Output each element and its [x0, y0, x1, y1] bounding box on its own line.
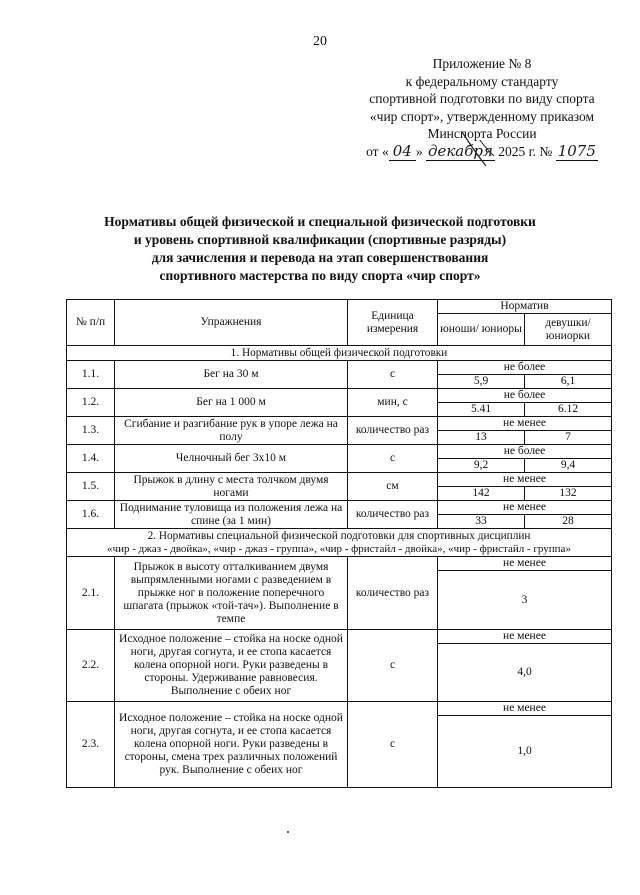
row-unit: количество раз	[348, 417, 438, 445]
row-exercise: Поднимание туловища из положения лежа на спине (за 1 мин)	[115, 501, 348, 529]
value-girls: 132	[525, 487, 612, 501]
value-all: 1,0	[438, 716, 612, 788]
row-num: 2.2.	[67, 630, 115, 702]
row-condition: не менее	[438, 630, 612, 644]
table-row	[67, 417, 612, 431]
date-prefix: от «	[366, 143, 389, 159]
row-exercise: Прыжок в высоту отталкиванием двумя выпрямленными ногами с разведением в прыжке ног в положение поперечного шпагата (прыжок «той-тач»). Выполнение в темпе	[115, 557, 348, 630]
title-line: для зачисления и перевода на этап совершенствования	[151, 250, 489, 265]
row-condition: не менее	[438, 417, 612, 431]
value-all: 4,0	[438, 644, 612, 702]
table-row	[67, 501, 612, 515]
header-num: № п/п	[67, 300, 115, 346]
date-day: 04	[389, 142, 416, 161]
section-title	[67, 529, 612, 557]
row-unit: с	[348, 445, 438, 473]
row-num: 1.3.	[67, 417, 115, 445]
row-exercise: Сгибание и разгибание рук в упоре лежа на полу	[115, 417, 348, 445]
date-month: декабря	[427, 141, 493, 160]
row-condition: не более	[438, 445, 612, 459]
document-number: 1075	[557, 141, 596, 160]
appendix-line: спортивной подготовки по виду спорта	[369, 91, 595, 106]
value-boys: 9,2	[438, 459, 525, 473]
section-title-line: «чир - джаз - двойка», «чир - джаз - группа», «чир - фристайл - двойка», «чир - фристайл - группа»	[107, 542, 571, 555]
value-all: 3	[438, 571, 612, 630]
row-num: 1.5.	[67, 473, 115, 501]
appendix-title: Приложение № 8	[432, 56, 532, 71]
row-unit: с	[348, 361, 438, 389]
row-num: 1.2.	[67, 389, 115, 417]
value-boys: 13	[438, 431, 525, 445]
row-condition: не более	[438, 361, 612, 375]
section-row	[67, 346, 612, 361]
row-unit: мин, с	[348, 389, 438, 417]
row-num: 2.1.	[67, 557, 115, 630]
page-number: 20	[313, 34, 327, 49]
appendix-line: к федеральному стандарту	[405, 73, 559, 89]
row-num: 1.6.	[67, 501, 115, 529]
header-unit: Единица измерения	[348, 300, 438, 346]
table-row	[67, 702, 612, 716]
value-boys: 5.41	[438, 403, 525, 417]
appendix-line: «чир спорт», утвержденному приказом	[369, 108, 595, 124]
document-title	[40, 213, 600, 285]
row-unit: с	[348, 702, 438, 788]
scan-dot	[287, 831, 289, 833]
value-girls: 28	[525, 515, 612, 529]
section-title: 1. Нормативы общей физической подготовки	[67, 346, 612, 361]
value-boys: 142	[438, 487, 525, 501]
table-row	[67, 445, 612, 459]
row-num: 1.1.	[67, 361, 115, 389]
header-boys: юноши/ юниоры	[438, 314, 525, 346]
row-unit: см	[348, 473, 438, 501]
row-exercise: Исходное положение – стойка на носке одной ноги, другая согнута, и ее стопа касается колена опорной ноги. Руки разведены в стороны, смена трех различных положений рук. Выполнение с обеих ног	[115, 702, 348, 788]
row-exercise: Бег на 1 000 м	[115, 389, 348, 417]
table-header-row	[67, 300, 612, 314]
value-girls: 7	[525, 431, 612, 445]
table-row	[67, 361, 612, 375]
header-exercise: Упражнения	[115, 300, 348, 346]
value-girls: 6.12	[525, 403, 612, 417]
title-line: Нормативы общей физической и специальной физической подготовки	[104, 214, 536, 229]
row-exercise: Исходное положение – стойка на носке одной ноги, другая согнута, и ее стопа касается колена опорной ноги. Руки разведены в стороны. Удерживание равновесия. Выполнение с обеих ног	[115, 630, 348, 702]
section-row	[67, 529, 612, 557]
row-unit: с	[348, 630, 438, 702]
row-unit: количество раз	[348, 501, 438, 529]
value-girls: 6,1	[525, 375, 612, 389]
norms-table	[66, 299, 612, 788]
table-row	[67, 389, 612, 403]
value-boys: 33	[438, 515, 525, 529]
header-girls: девушки/ юниорки	[525, 314, 612, 346]
title-line: спортивного мастерства по виду спорта «чир спорт»	[159, 268, 481, 283]
header-norm: Норматив	[438, 300, 612, 314]
row-unit: количество раз	[348, 557, 438, 630]
table-row	[67, 473, 612, 487]
row-condition: не менее	[438, 557, 612, 571]
title-line: и уровень спортивной квалификации (спортивные разряды)	[133, 232, 507, 247]
table-row	[67, 557, 612, 571]
row-condition: не менее	[438, 501, 612, 515]
value-boys: 5,9	[438, 375, 525, 389]
row-condition: не менее	[438, 473, 612, 487]
appendix-line: Минспорта России	[427, 126, 537, 141]
row-condition: не менее	[438, 702, 612, 716]
row-num: 2.3.	[67, 702, 115, 788]
row-condition: не более	[438, 389, 612, 403]
date-year: 2025 г. №	[498, 143, 553, 159]
section-title-line: 2. Нормативы специальной физической подготовки для спортивных дисциплин	[147, 529, 531, 542]
value-girls: 9,4	[525, 459, 612, 473]
row-exercise: Прыжок в длину с места толчком двумя ногами	[115, 473, 348, 501]
signature-stroke	[420, 126, 580, 170]
row-num: 1.4.	[67, 445, 115, 473]
date-mid: »	[415, 143, 423, 159]
row-exercise: Челночный бег 3х10 м	[115, 445, 348, 473]
row-exercise: Бег на 30 м	[115, 361, 348, 389]
table-row	[67, 630, 612, 644]
